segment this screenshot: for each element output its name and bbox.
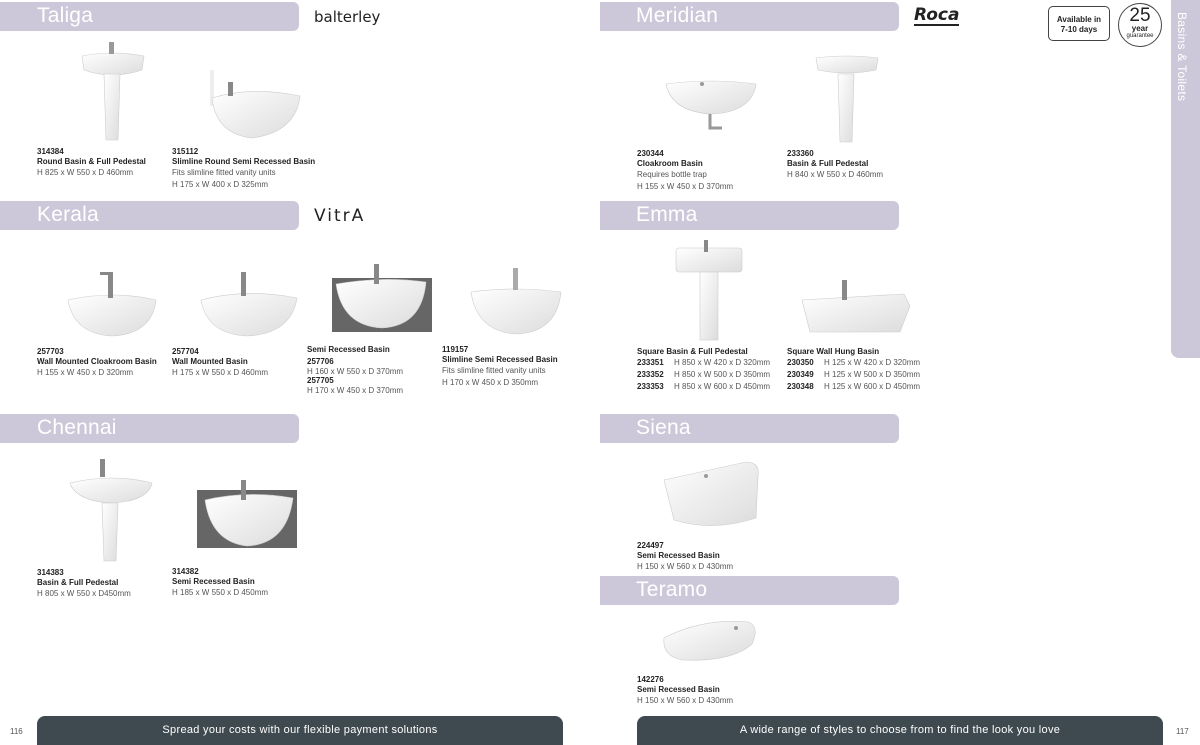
product-name: Cloakroom Basin [637,159,703,168]
footer-banner-right [637,716,1163,745]
product-semi-recessed [307,262,457,395]
footer-banner-left [37,716,563,745]
page-number-right: 117 [1176,727,1189,736]
guarantee-years: 25 [1129,5,1151,26]
section-band-meridian [600,2,899,31]
section-title: Taliga [37,4,94,27]
variant-row [637,369,787,381]
footer-text: A wide range of styles to choose from to find the look you love [739,724,1061,736]
product-code: 142276 [637,675,664,684]
variant-code: 233352 [637,370,664,379]
page-number-left: 116 [10,727,23,736]
product-code: 314382 [172,567,199,576]
availability-line2: 7-10 days [1060,25,1098,34]
product-315112 [172,62,332,191]
product-note: Fits slimline fitted vanity units [172,168,276,177]
pedestal-basin-image [37,457,187,563]
section-band-chennai [0,414,299,443]
product-emma-wall [787,266,937,393]
product-name: Semi Recessed Basin [172,577,255,586]
cloakroom-basin-image [37,260,187,342]
square-wall-basin-image [787,266,937,342]
product-name: Slimline Round Semi Recessed Basin [172,157,316,166]
product-name: Semi Recessed Basin [637,685,720,694]
product-code: 314384 [37,147,64,156]
variant-dimensions: H 125 x W 500 x D 350mm [824,370,921,379]
product-code: 230344 [637,149,664,158]
product-code: 257705 [307,376,334,385]
product-name: Basin & Full Pedestal [37,578,119,587]
brand-logo-vitra: VitrA [314,206,366,226]
section-title: Meridian [636,4,719,27]
semi-recessed-basin-image [172,478,322,562]
product-name: Square Wall Hung Basin [787,347,880,356]
product-name: Wall Mounted Basin [172,357,248,366]
brand-logo-balterley: balterley [314,8,381,26]
variant-code: 230350 [787,358,814,367]
product-257704 [172,260,322,379]
variant-row [637,381,787,393]
availability-line1: Available in [1056,15,1102,24]
section-title: Siena [636,416,691,439]
pedestal-basin-image [787,52,937,144]
product-dimensions: H 840 x W 550 x D 460mm [787,170,884,179]
section-title: Emma [636,203,698,226]
section-title: Teramo [636,578,708,601]
product-142276 [637,612,787,707]
product-code: 233360 [787,149,814,158]
product-233360 [787,52,937,181]
variant-row [787,357,937,369]
product-note: Fits slimline fitted vanity units [442,366,546,375]
section-band-teramo [600,576,899,605]
product-dimensions: H 150 x W 560 x D 430mm [637,562,734,571]
variant-row [637,357,787,369]
brand-logo-roca: Roca [914,5,960,25]
product-name: Slimline Semi Recessed Basin [442,355,558,364]
product-code: 257703 [37,347,64,356]
product-dimensions: H 155 x W 450 x D 320mm [37,368,134,377]
section-band-kerala [0,201,299,230]
variant-dimensions: H 850 x W 500 x D 350mm [674,370,771,379]
product-name: Semi Recessed Basin [637,551,720,560]
product-emma-pedestal [637,238,787,393]
section-band-siena [600,414,899,443]
product-230344 [637,70,787,193]
variant-code: 233351 [637,358,664,367]
section-title: Kerala [37,203,99,226]
variant-dimensions: H 850 x W 420 x D 320mm [674,358,771,367]
wall-basin-image [172,260,322,342]
product-name: Semi Recessed Basin [307,345,390,354]
product-code: 257704 [172,347,199,356]
product-119157 [442,262,592,389]
product-name: Wall Mounted Cloakroom Basin [37,357,157,366]
guarantee-word: guarantee [1126,33,1154,39]
product-dimensions: H 805 x W 550 x D450mm [37,589,131,598]
product-code: 224497 [637,541,664,550]
product-code: 315112 [172,147,199,156]
product-name: Square Basin & Full Pedestal [637,347,748,356]
product-314384 [37,40,187,179]
product-note: Requires bottle trap [637,170,707,179]
section-band-emma [600,201,899,230]
product-257703 [37,260,187,379]
product-dimensions: H 170 x W 450 x D 370mm [307,386,404,395]
product-dimensions: H 185 x W 550 x D 450mm [172,588,269,597]
footer-text: Spread your costs with our flexible payment solutions [162,724,438,736]
guarantee-badge [1118,3,1162,47]
variant-row [787,369,937,381]
availability-badge [1048,6,1110,41]
variant-dimensions: H 125 x W 600 x D 450mm [824,382,921,391]
variant-code: 230348 [787,382,814,391]
section-title: Chennai [37,416,117,439]
product-name: Round Basin & Full Pedestal [37,157,146,166]
side-tab [1171,0,1200,358]
semi-recessed-basin-image [637,458,787,536]
variant-dimensions: H 125 x W 420 x D 320mm [824,358,921,367]
product-314383 [37,457,187,600]
variant-row [787,381,937,393]
cloakroom-basin-image [637,70,787,144]
pedestal-basin-image [37,40,187,142]
product-name: Basin & Full Pedestal [787,159,869,168]
square-pedestal-basin-image [637,238,787,342]
product-dimensions: H 175 x W 550 x D 460mm [172,368,269,377]
guarantee-year-word: year [1131,24,1149,33]
semi-recessed-basin-image [172,62,332,142]
section-band-taliga [0,2,299,31]
semi-recessed-basin-image [637,612,787,670]
product-dimensions: H 150 x W 560 x D 430mm [637,696,734,705]
variant-code: 233353 [637,382,664,391]
product-code: 119157 [442,345,469,354]
side-tab-label: Basins & Toilets [1175,12,1189,102]
product-code: 257706 [307,357,334,366]
product-dimensions: H 170 x W 450 x D 350mm [442,378,539,387]
product-dimensions: H 175 x W 400 x D 325mm [172,180,269,189]
product-code: 314383 [37,568,64,577]
product-dimensions: H 155 x W 450 x D 370mm [637,182,734,191]
semi-recessed-basin-image [307,262,457,340]
slimline-basin-image [442,262,592,340]
product-dimensions: H 825 x W 550 x D 460mm [37,168,134,177]
variant-dimensions: H 850 x W 600 x D 450mm [674,382,771,391]
product-224497 [637,458,787,573]
variant-code: 230349 [787,370,814,379]
product-dimensions: H 160 x W 550 x D 370mm [307,367,404,376]
product-314382 [172,478,322,599]
